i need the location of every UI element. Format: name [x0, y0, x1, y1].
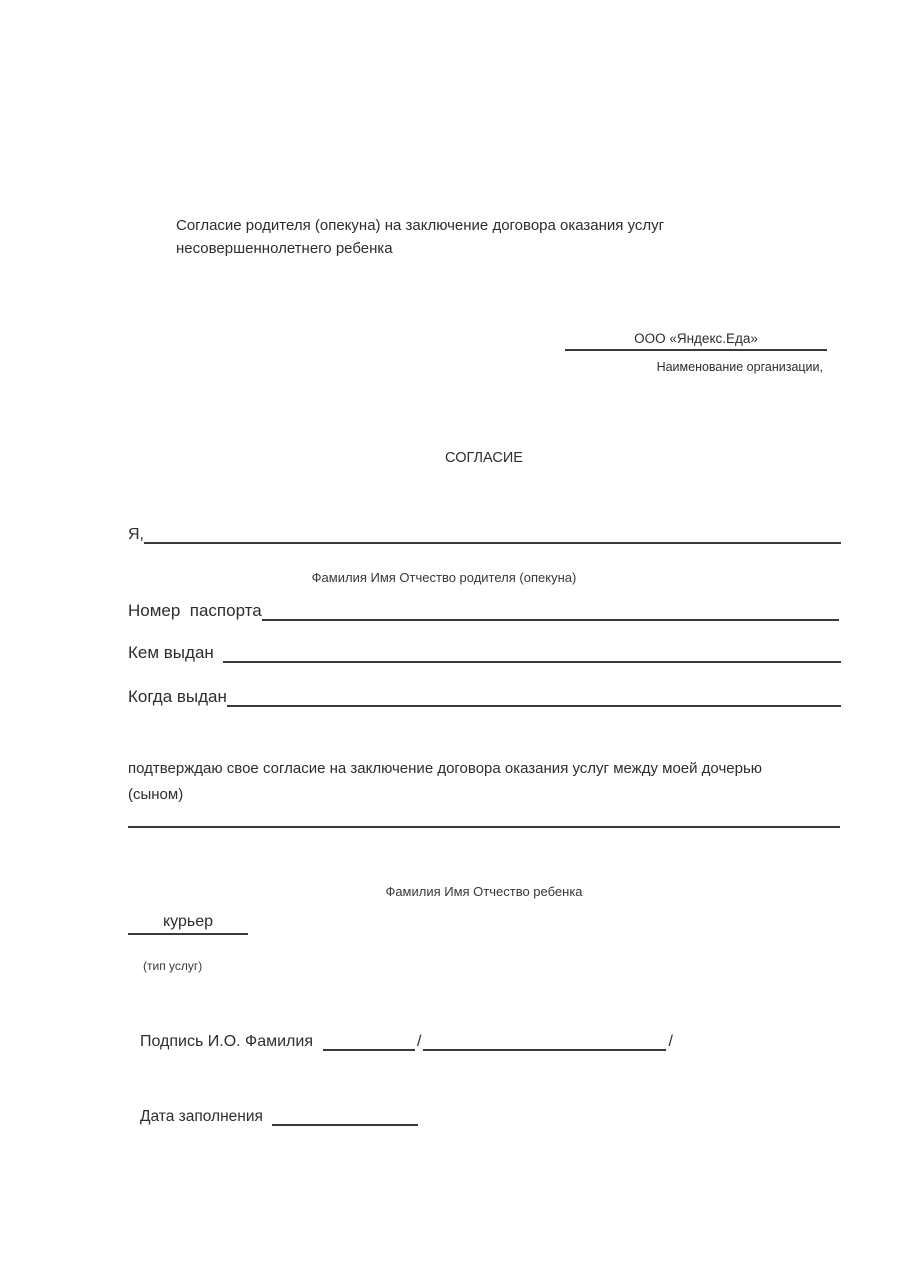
service-type-value: курьер [128, 913, 248, 935]
issued-by-label: Кем выдан [128, 643, 214, 662]
declarant-name-line [128, 526, 841, 544]
signature-slash: / [416, 1033, 422, 1050]
declarant-caption: Фамилия Имя Отчество родителя (опекуна) [311, 570, 577, 585]
document-title-line1: Согласие родителя (опекуна) на заключение договора оказания услуг [176, 217, 665, 234]
issued-date-blank-line [227, 705, 841, 707]
organization-block [565, 331, 827, 374]
confirmation-paragraph [128, 756, 868, 808]
declarant-name-blank-line [144, 542, 841, 544]
organization-caption: Наименование организации, [656, 360, 823, 374]
service-type-caption: (тип услуг) [143, 959, 203, 973]
declarant-prefix: Я, [128, 526, 144, 543]
signature-slash-end: / [668, 1033, 673, 1050]
issued-date-label: Когда выдан [128, 687, 227, 706]
issued-by-blank-line [223, 661, 841, 663]
signature-label: Подпись И.О. Фамилия [140, 1033, 313, 1050]
confirmation-line2: (сыном) [128, 786, 184, 803]
child-name-caption: Фамилия Имя Отчество ребенка [385, 884, 583, 899]
issued-date-row [128, 687, 841, 707]
signature-row [140, 1033, 675, 1051]
signature-name-blank-line [423, 1049, 666, 1051]
signature-initials-blank-line [323, 1049, 415, 1051]
organization-name-line: ООО «Яндекс.Еда» [565, 331, 827, 351]
fill-date-blank-line [272, 1124, 418, 1126]
fill-date-row [140, 1108, 418, 1126]
document-title-line2: несовершеннолетнего ребенка [176, 240, 393, 257]
fill-date-label: Дата заполнения [140, 1108, 263, 1125]
issued-by-row [128, 643, 841, 663]
child-name-blank-line [128, 826, 840, 828]
document-title [176, 214, 776, 260]
passport-number-row [128, 601, 839, 621]
passport-number-blank-line [262, 619, 839, 621]
consent-heading: СОГЛАСИЕ [445, 450, 523, 466]
confirmation-line1: подтверждаю свое согласие на заключение договора оказания услуг между моей дочерью [128, 760, 763, 777]
passport-number-label: Номер паспорта [128, 601, 262, 620]
